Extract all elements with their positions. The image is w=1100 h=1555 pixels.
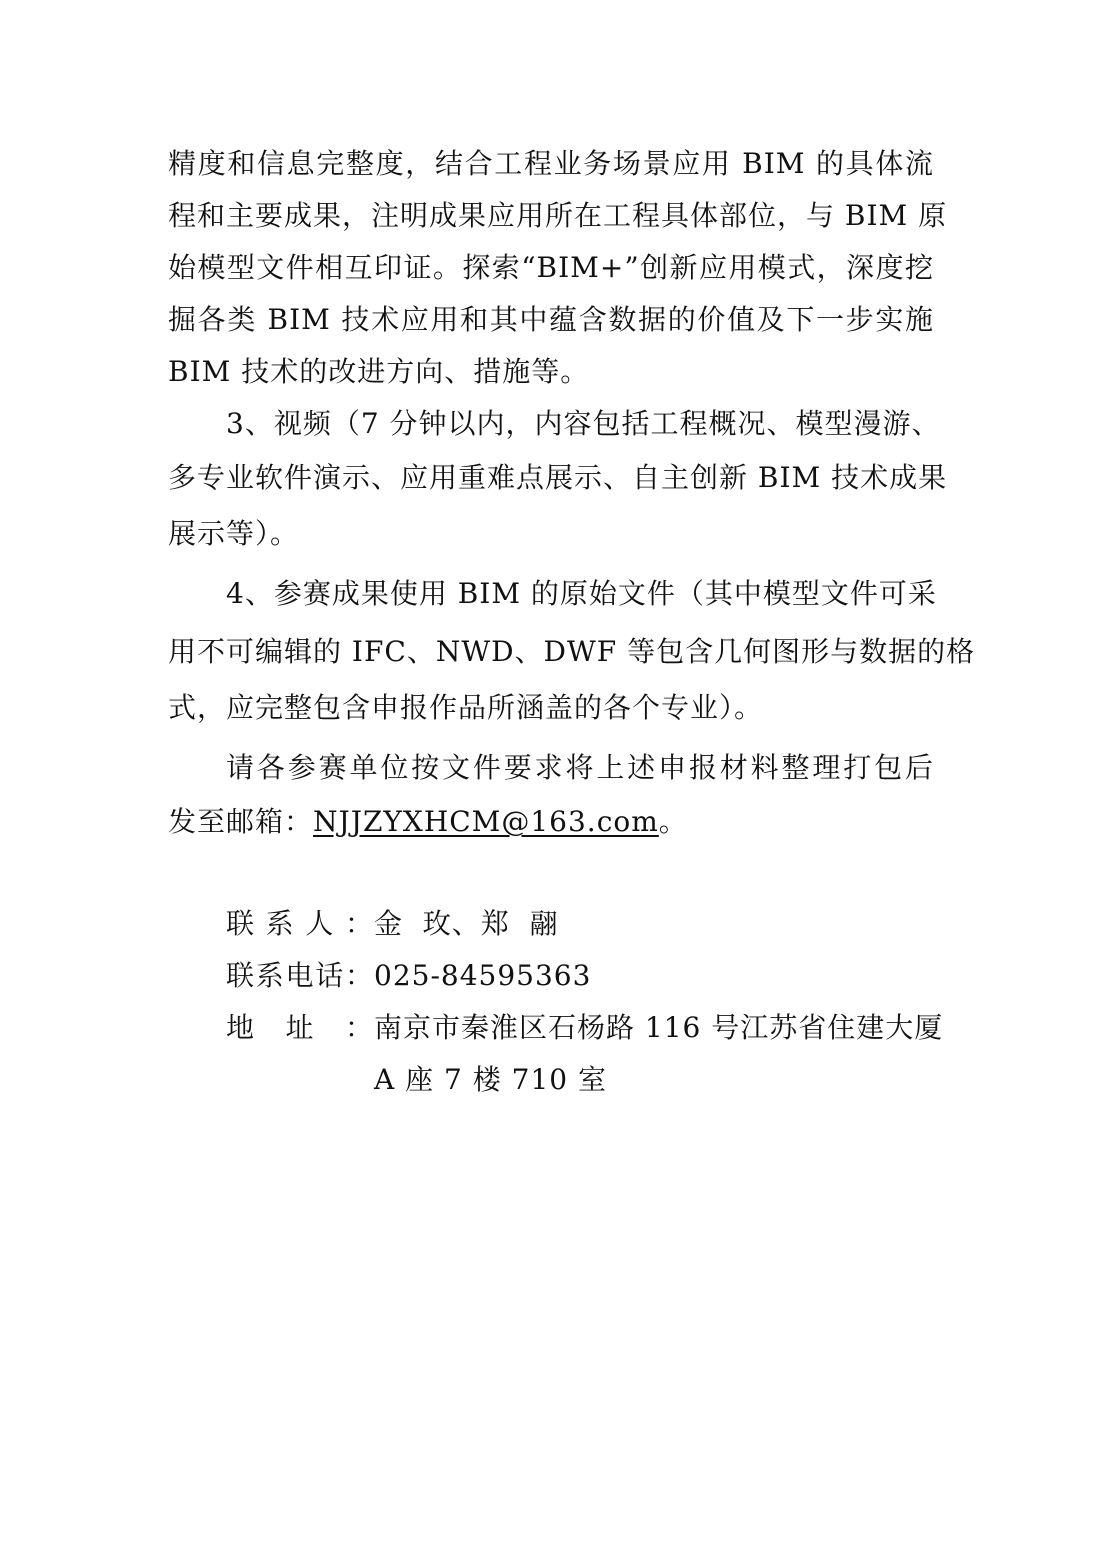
email-prefix: 发至邮箱： — [168, 805, 314, 838]
paragraph-4-line-3: 式，应完整包含申报作品所涵盖的各个专业）。 — [168, 691, 764, 724]
paragraph-1-line-4: 掘各类 BIM 技术应用和其中蕴含数据的价值及下一步实施 — [168, 303, 934, 336]
contact-phone-label: 联系电话： — [226, 959, 374, 992]
contact-person-value: 金 玫、郑 翮 — [374, 907, 559, 940]
email-suffix: 。 — [658, 805, 688, 838]
contact-address-label: 地址： — [226, 1011, 374, 1044]
paragraph-5-line-2 — [168, 802, 688, 842]
paragraph-5-line-1: 请各参赛单位按文件要求将上述申报材料整理打包后 — [226, 751, 934, 784]
paragraph-4-line-1: 4、参赛成果使用 BIM 的原始文件（其中模型文件可采 — [226, 577, 937, 610]
paragraph-1-line-2: 程和主要成果，注明成果应用所在工程具体部位，与 BIM 原 — [168, 199, 948, 232]
paragraph-3-line-2: 多专业软件演示、应用重难点展示、自主创新 BIM 技术成果 — [168, 461, 948, 494]
paragraph-1-line-3: 始模型文件相互印证。探索“BIM+”创新应用模式，深度挖 — [168, 251, 934, 284]
paragraph-4-line-2: 用不可编辑的 IFC、NWD、DWF 等包含几何图形与数据的格 — [168, 635, 976, 668]
paragraph-1-line-5: BIM 技术的改进方向、措施等。 — [168, 355, 590, 388]
paragraph-1-line-1: 精度和信息完整度，结合工程业务场景应用 BIM 的具体流 — [168, 147, 934, 180]
email-link[interactable]: NJJZYXHCM@163.com — [313, 805, 659, 838]
paragraph-3-line-1: 3、视频（7 分钟以内，内容包括工程概况、模型漫游、 — [226, 407, 941, 440]
contact-address-value-line-1: 南京市秦淮区石杨路 116 号江苏省住建大厦 — [374, 1011, 944, 1044]
contact-address-value-line-2: A 座 7 楼 710 室 — [374, 1063, 607, 1096]
contact-phone-value: 025-84595363 — [374, 959, 592, 992]
paragraph-3-line-3: 展示等）。 — [168, 517, 300, 550]
contact-person-label: 联系人： — [226, 907, 374, 940]
